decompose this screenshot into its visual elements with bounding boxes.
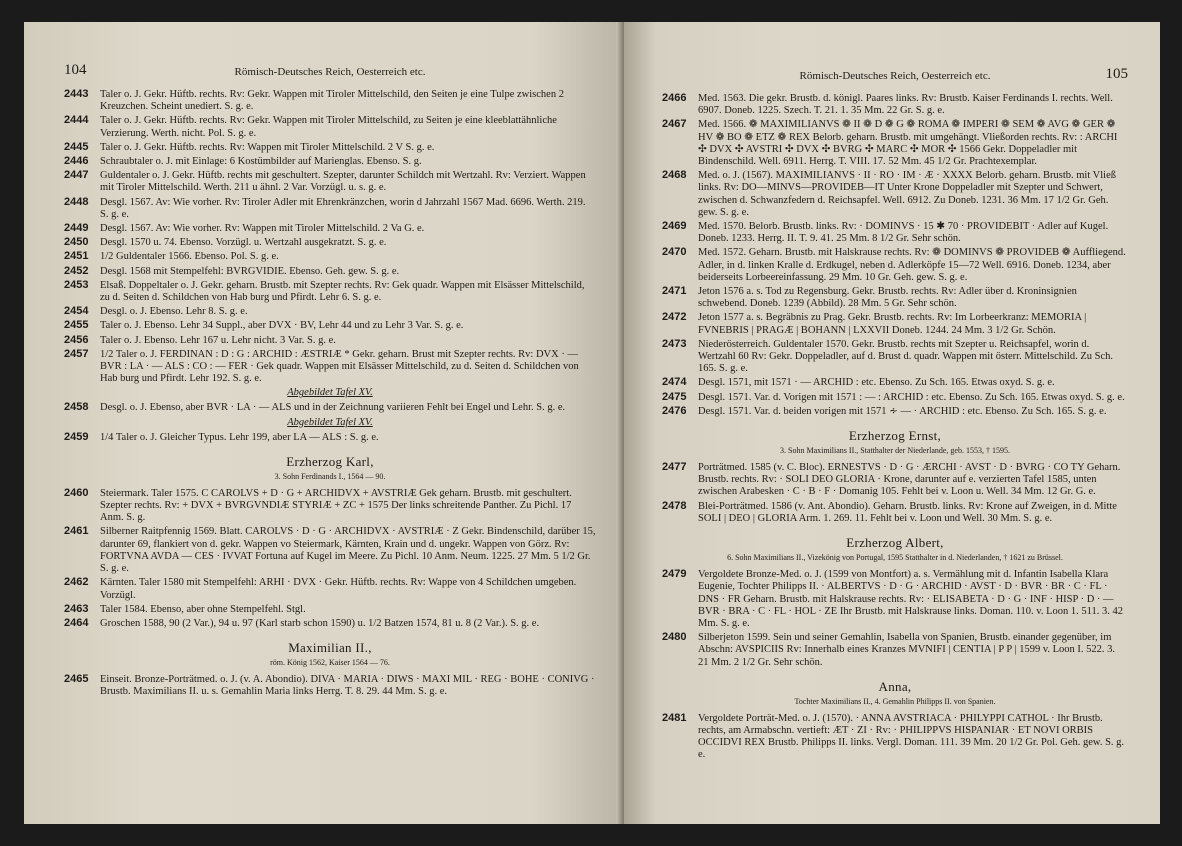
- entry-text: Schraubtaler o. J. mit Einlage: 6 Kostümbilder auf Marienglas. Ebenso. S. g.: [100, 156, 422, 168]
- entry-number: 2477: [662, 461, 687, 474]
- section-subheading: Tochter Maximilians II., 4. Gemahlin Philipps II. von Spanien.: [794, 696, 996, 706]
- entry-text: Taler o. J. Gekr. Hüftb. rechts. Rv: Gekr. Wappen mit Tiroler Mittelschild, den Seiten je eine Tulpe zwischen 2 Kreuzchen. Scheint unediert. S. g. e.: [100, 89, 564, 113]
- entry-text: Vergoldete Bronze-Med. o. J. (1599 von Montfort) a. s. Vermählung mit d. Infantin Isabella Klara Eugenie, Tochter Philipps II. · ALBERTVS · D · G · ARCHID · AVST · D · BVR · BR · C · FL · DNS · FR Geharn. Brustb. mit Halskrause rechts. Rv: · ELISABETA · D · G · INF · HISP · D · — BVR · BRA · C · FL · HOL · ZE Ihr Brustb. mit Halskrause links. Doman. 110. v. Loon 1. 511. 3. 42 Mm. S. g. e.: [698, 569, 1124, 629]
- entry-number: 2478: [662, 499, 687, 512]
- catalogue-entry: [662, 169, 1128, 219]
- entry-number: 2472: [662, 311, 687, 324]
- section-heading: Anna,: [878, 678, 912, 694]
- entry-text: Niederösterreich. Guldentaler 1570. Gekr. Brustb. rechts mit Szepter u. Reichsapfel, worin d. Wertzahl 60 Rv: Gekr. Doppeladler, auf d. Brust d. quadr. Wappen mit österr. Mittelschild. Zu Sch. 165. S. g. e.: [698, 338, 1113, 375]
- catalogue-entry: [64, 487, 596, 525]
- catalogue-entry: [64, 88, 596, 113]
- section-subheading: 3. Sohn Ferdinands I., 1564 — 90.: [274, 471, 386, 481]
- catalogue-entry: [64, 279, 596, 304]
- entry-number: 2480: [662, 631, 687, 644]
- entry-number: 2469: [662, 220, 687, 233]
- catalogue-entry: [662, 246, 1128, 284]
- catalogue-entry: [64, 334, 596, 347]
- entry-text: Taler o. J. Ebenso. Lehr 34 Suppl., aber DVX · BV, Lehr 44 und zu Lehr 3 Var. S. g. e.: [100, 320, 464, 332]
- entry-number: 2443: [64, 88, 89, 100]
- page-number-right: 105: [1105, 66, 1128, 82]
- entry-text: Taler o. J. Ebenso. Lehr 167 u. Lehr nicht. 3 Var. S. g. e.: [100, 334, 336, 346]
- entry-text: Med. 1570. Belorb. Brustb. links. Rv: · DOMINVS · 15 ✱ 70 · PROVIDEBIT · Adler auf Kugel. Doneb. 1233. Herrg. II. T. 9. 41. 25 Mm. 8 1/2 Gr. Sehr schön.: [698, 221, 1109, 245]
- entry-number: 2454: [64, 305, 89, 318]
- catalogue-entry: [64, 348, 596, 386]
- entry-number: 2455: [64, 319, 89, 332]
- left-catalogue-entries: [64, 88, 596, 699]
- catalogue-entry: [662, 220, 1128, 245]
- section-subheading: 6. Sohn Maximilians II., Vizekönig von Portugal, 1595 Statthalter in d. Niederlanden, † 1621 zu Brüssel.: [727, 553, 1063, 563]
- entry-number: 2476: [662, 404, 687, 417]
- entry-text: 1/2 Taler o. J. FERDINAN : D : G : ARCHID : ÆSTRIÆ * Gekr. geharn. Brust mit Szepter rechts. Rv: DVX · — BVR : LA · — ALS : CO : — FER · Gek quadr. Wappen mit Elsässer Mittelschild, zu d. Seiten d. Schildchen von Hab burg und Pfirdt. Lehr 192. S. g. e.: [100, 348, 579, 385]
- entry-number: 2460: [64, 486, 89, 499]
- right-catalogue-entries: [662, 92, 1128, 762]
- entry-text: Porträtmed. 1585 (v. C. Bloc). ERNESTVS · D · G · ÆRCHI · AVST · D · BVRG · CO TY Geharn. Brustb. rechts. Rv: · SOLI DEO GLORIA · Krone, darunter auf e. verzierten Tafel 1585, unten zwischen Arabesken · C · B · F · Domanig 105. Fehlt bei v. Loon u. Well. 34 Mm. 12 Gr. G. e.: [698, 462, 1121, 498]
- catalogue-entry: [64, 114, 596, 139]
- catalogue-entry: [64, 236, 596, 249]
- catalogue-entry: [64, 169, 596, 194]
- entry-text: Desgl. 1571, mit 1571 · — ARCHID : etc. Ebenso. Zu Sch. 165. Etwas oxyd. S. g. e.: [698, 377, 1055, 389]
- catalogue-entry: [662, 500, 1128, 525]
- section-heading: Erzherzog Ernst,: [848, 428, 942, 444]
- catalogue-entry: [64, 431, 596, 444]
- entry-number: 2453: [64, 278, 89, 291]
- entry-number: 2481: [662, 711, 687, 724]
- entry-text: Steiermark. Taler 1575. C CAROLVS + D · G + ARCHIDVX + AVSTRIÆ Gek geharn. Brustb. mit geschultert. Szepter rechts. Rv: + DVX + BVRGVNDIÆ STYRIÆ + ZC + 1575 Der links schreitende Panther. Zu Pichl. 17 Anm. S. g.: [100, 487, 572, 524]
- entry-text: Vergoldete Porträt-Med. o. J. (1570). · ANNA AVSTRIACA · PHILYPPI CATHOL · Ihr Brustb. rechts, am Armabschn. vertieft: ÆT · ZI · Rv: · PHILIPPVS HISPANIAR · ET NOVI ORBIS OCCIDVI REX Brustb. Philipps II. links. Vergl. Doman. 111. 39 Mm. 20 1/2 Gr. Pol. Geh. gew. S. g. e.: [698, 712, 1125, 761]
- entry-number: 2448: [64, 195, 89, 208]
- page-number-left: 104: [64, 62, 87, 78]
- entry-number: 2451: [64, 250, 89, 263]
- entry-number: 2452: [64, 264, 89, 277]
- catalogue-entry: [662, 631, 1128, 669]
- entry-number: 2471: [662, 285, 687, 298]
- catalogue-entry: [64, 250, 596, 263]
- catalogue-entry: [662, 568, 1128, 630]
- right-page: [624, 22, 1160, 824]
- catalogue-entry: [662, 118, 1128, 168]
- entry-number: 2459: [64, 430, 89, 443]
- entry-text: Kärnten. Taler 1580 mit Stempelfehl: ARHI · DVX · Gekr. Hüftb. rechts. Rv: Wappe von 4 Schildchen umgeben. Vorzügl.: [100, 577, 577, 601]
- entry-text: Taler o. J. Gekr. Hüftb. rechts. Rv: Gekr. Wappen mit Tiroler Mittelschild, zu Seiten je eine kleeblattähnliche Verzierung. Werth. nicht. Pol. S. g. e.: [100, 115, 557, 139]
- catalogue-entry: [662, 338, 1128, 376]
- entry-number: 2468: [662, 169, 687, 182]
- catalogue-entry: [64, 319, 596, 332]
- catalogue-entry: [662, 311, 1128, 336]
- entry-text: Med. 1563. Die gekr. Brustb. d. königl. Paares links. Rv: Brustb. Kaiser Ferdinands I. rechts. Well. 6907. Doneb. 1225. Szech. T. 21. 1. 35 Mm. 22 Gr. S. g. e.: [698, 93, 1113, 117]
- entry-text: Einseit. Bronze-Porträtmed. o. J. (v. A. Abondio). DIVA · MARIA · DIWS · MAXI MIL · REG · BOHE · CONIVG · Brustb. Maximilians II. u. s. Gemahlin Maria links Herrg. T. 8. 29. 44 Mm. S. g. e.: [100, 674, 595, 698]
- running-title-left: Römisch-Deutsches Reich, Oesterreich etc.: [234, 66, 426, 78]
- catalogue-entry: [662, 92, 1128, 117]
- entry-number: 2458: [64, 401, 89, 414]
- illustration-note: Abgebildet Tafel XV.: [287, 416, 373, 428]
- entry-text: Elsaß. Doppeltaler o. J. Gekr. geharn. Brustb. mit Szepter rechts. Rv: Gek quadr. Wappen mit Elsässer Mittelschild, zu d. Seiten d. Schildchen von Hab burg und Pfirdt. Lehr 6. S. g. e.: [100, 279, 585, 304]
- catalogue-entry: [64, 155, 596, 168]
- catalogue-entry: [64, 265, 596, 278]
- catalogue-entry: [64, 673, 596, 698]
- catalogue-entry: [662, 461, 1128, 499]
- entry-number: 2456: [64, 333, 89, 346]
- entry-text: Desgl. o. J. Ebenso, aber BVR · LA · — ALS und in der Zeichnung variieren Fehlt bei Engel und Lehr. S. g. e.: [100, 402, 566, 414]
- entry-text: Desgl. 1571. Var. d. beiden vorigen mit 1571 ∻ — · ARCHID : etc. Ebenso. Zu Sch. 165. S. g. e.: [698, 405, 1107, 417]
- entry-text: Med. 1566. ❁ MAXIMILIANVS ❁ II ❁ D ❁ G ❁ ROMA ❁ IMPERI ❁ SEM ❁ AVG ❁ GER ❁ HV ❁ BO ❁ ETZ ❁ REX Belorb. geharn. Brustb. mit umgehängt. Vließorden rechts. Rv: : ARCHI ✣ DVX ✣ AVSTRI ✣ DVX ✣ BVRG ✣ MARC ✣ MOR ✣ 1566 Gekr. Doppeladler mit Bindenschild. Well. 6911. Herrg. T. VIII. 17. 52 Mm. 45 1/2 Gr. Prachtexemplar.: [698, 119, 1118, 168]
- section-subheading: 3. Sohn Maximilians II., Statthalter der Niederlande, geb. 1553, † 1595.: [780, 446, 1010, 456]
- running-head-left: [64, 62, 596, 88]
- catalogue-entry: [64, 222, 596, 235]
- entry-number: 2473: [662, 337, 687, 350]
- catalogue-entry: [662, 712, 1128, 762]
- entry-text: Desgl. o. J. Ebenso. Lehr 8. S. g. e.: [100, 306, 248, 318]
- entry-text: Guldentaler o. J. Gekr. Hüftb. rechts mit geschultert. Szepter, darunter Schildch mit Wertzahl. Rv: Verziert. Wappen mit Tiroler Mittelschild. Werth. 211 u ähnl. 2 Var. Vorzügl. u. s. g. e.: [100, 170, 586, 194]
- entry-text: Med. 1572. Geharn. Brustb. mit Halskrause rechts. Rv: ❁ DOMINVS ❁ PROVIDEB ❁ Auffliegend. Adler, in d. linken Kralle d. Erdkugel, neben d. Adlerköpfe 15—72 Well. 6916. Doneb. 1234, aber beiderseits Lorbeereinfassung. 29 Mm. 10 Gr. Geh. gew. S. g. e.: [698, 247, 1126, 283]
- entry-number: 2461: [64, 525, 89, 538]
- catalogue-entry: [64, 401, 596, 414]
- entry-number: 2450: [64, 236, 89, 249]
- catalogue-entry: [64, 141, 596, 154]
- entry-number: 2465: [64, 673, 89, 686]
- catalogue-entry: [64, 525, 596, 575]
- entry-number: 2462: [64, 576, 89, 589]
- entry-number: 2449: [64, 222, 89, 235]
- entry-number: 2446: [64, 155, 89, 168]
- entry-text: Blei-Porträtmed. 1586 (v. Ant. Abondio). Geharn. Brustb. links. Rv: Krone auf Zweigen, in d. Mitte SOLI | DEO | GLORIA Arm. 1. 269. 11. Fehlt bei v. Loon und Well. 30 Mm. S. g. e.: [698, 500, 1117, 524]
- open-book: [24, 22, 1160, 824]
- entry-number: 2444: [64, 114, 89, 127]
- entry-number: 2474: [662, 376, 687, 389]
- entry-number: 2467: [662, 118, 687, 131]
- catalogue-entry: [64, 305, 596, 318]
- entry-text: Desgl. 1571. Var. d. Vorigen mit 1571 : — : ARCHID : etc. Ebenso. Zu Sch. 165. Etwas oxyd. S. g. e.: [698, 391, 1125, 403]
- entry-text: Desgl. 1568 mit Stempelfehl: BVRGVIDIE. Ebenso. Geh. gew. S. g. e.: [100, 265, 400, 277]
- running-head-right: [662, 66, 1128, 92]
- catalogue-entry: [662, 376, 1128, 389]
- entry-text: Taler o. J. Gekr. Hüftb. rechts. Rv: Wappen mit Tiroler Mittelschild. 2 V S. g. e.: [100, 141, 435, 153]
- entry-text: Desgl. 1567. Av: Wie vorher. Rv: Tiroler Adler mit Ehrenkränzchen, worin d Jahrzahl 1567 Mad. 6696. Werth. 219. S. g. e.: [100, 196, 586, 220]
- entry-number: 2445: [64, 140, 89, 153]
- catalogue-entry: [662, 391, 1128, 404]
- catalogue-entry: [64, 576, 596, 601]
- entry-text: Jeton 1576 a. s. Tod zu Regensburg. Gekr. Brustb. rechts. Rv: Adler über d. Kroninsignien schwebend. Doneb. 1239 (Abbild). 28 Mm. 5 Gr. Sehr schön.: [698, 286, 1077, 310]
- entry-number: 2466: [662, 92, 687, 104]
- entry-number: 2464: [64, 616, 89, 629]
- illustration-note: Abgebildet Tafel XV.: [287, 387, 373, 399]
- entry-number: 2463: [64, 602, 89, 615]
- entry-number: 2447: [64, 169, 89, 182]
- catalogue-entry: [64, 196, 596, 221]
- running-title-right: Römisch-Deutsches Reich, Oesterreich etc.: [799, 70, 991, 82]
- entry-text: 1/2 Guldentaler 1566. Ebenso. Pol. S. g. e.: [100, 251, 279, 263]
- section-heading: Erzherzog Karl,: [286, 453, 374, 469]
- entry-text: Silberjeton 1599. Sein und seiner Gemahlin, Isabella von Spanien, Brustb. einander gegenüber, im Abschn: AVSPICIIS Rv: Innerhalb eines Kranzes MVNIFI | CENTIA | P P | 1599 v. Loon I. 522. 3. 21 Mm. 2 1/2 Gr. Sehr schön.: [698, 632, 1116, 668]
- entry-text: Desgl. 1567. Av: Wie vorher. Rv: Wappen mit Tiroler Mittelschild. 2 Va G. e.: [100, 223, 425, 235]
- entry-text: Jeton 1577 a. s. Begräbnis zu Prag. Gekr. Brustb. rechts. Rv: Im Lorbeerkranz: MEMORIA | FVNEBRIS | PRAGÆ | BOHANN | LXXVII Doneb. 1244. 24 Mm. 3 1/2 Gr. Schön.: [698, 312, 1087, 336]
- entry-number: 2470: [662, 246, 687, 259]
- section-heading: Maximilian II.,: [288, 640, 372, 656]
- catalogue-entry: [662, 285, 1128, 310]
- catalogue-entry: [64, 617, 596, 630]
- entry-number: 2457: [64, 347, 89, 360]
- entry-text: Groschen 1588, 90 (2 Var.), 94 u. 97 (Karl starb schon 1590) u. 1/2 Batzen 1574, 81 u. 8 (2 Var.). S. g. e.: [100, 617, 540, 629]
- entry-text: 1/4 Taler o. J. Gleicher Typus. Lehr 199, aber LA — ALS : S. g. e.: [100, 431, 379, 443]
- entry-text: Desgl. 1570 u. 74. Ebenso. Vorzügl. u. Wertzahl ausgekratzt. S. g. e.: [100, 237, 387, 249]
- section-heading: Erzherzog Albert,: [846, 535, 944, 551]
- entry-text: Taler 1584. Ebenso, aber ohne Stempelfehl. Stgl.: [100, 603, 306, 615]
- entry-number: 2479: [662, 568, 687, 581]
- catalogue-entry: [64, 603, 596, 616]
- left-page: [24, 22, 624, 824]
- entry-text: Med. o. J. (1567). MAXIMILIANVS · II · RO · IM · Æ · XXXX Belorb. geharn. Brustb. mit Vließ links. Rv: DO—MINVS—PROVIDEB—IT Unter Krone Doppeladler mit Szepter und Schwert, zwischen d. Schwanzfedern d. Reichsapfel. Well. 6912. Zu Doneb. 1231. 36 Mm. 17 1/2 Gr. Geh. gew. S. g. e.: [698, 170, 1117, 218]
- section-subheading: röm. König 1562, Kaiser 1564 — 76.: [270, 658, 390, 668]
- entry-number: 2475: [662, 390, 687, 403]
- entry-text: Silberner Raitpfennig 1569. Blatt. CAROLVS · D · G · ARCHIDVX · AVSTRIÆ · Z Gekr. Bindenschild, darüber 15, darunter 69, flankiert von d. gekr. Wappen vo Steiermark, Kärnten, Krain und d. ungekr. Wappen von Görz. Rv: FORTVNA AVDA — CES · IVVAT Fortuna auf Kugel im Meere. Zu Pichl. 10 Anm. Neum. 1225. 27 Mm. 5 1/2 Gr. S. g. e.: [100, 526, 596, 575]
- catalogue-entry: [662, 405, 1128, 418]
